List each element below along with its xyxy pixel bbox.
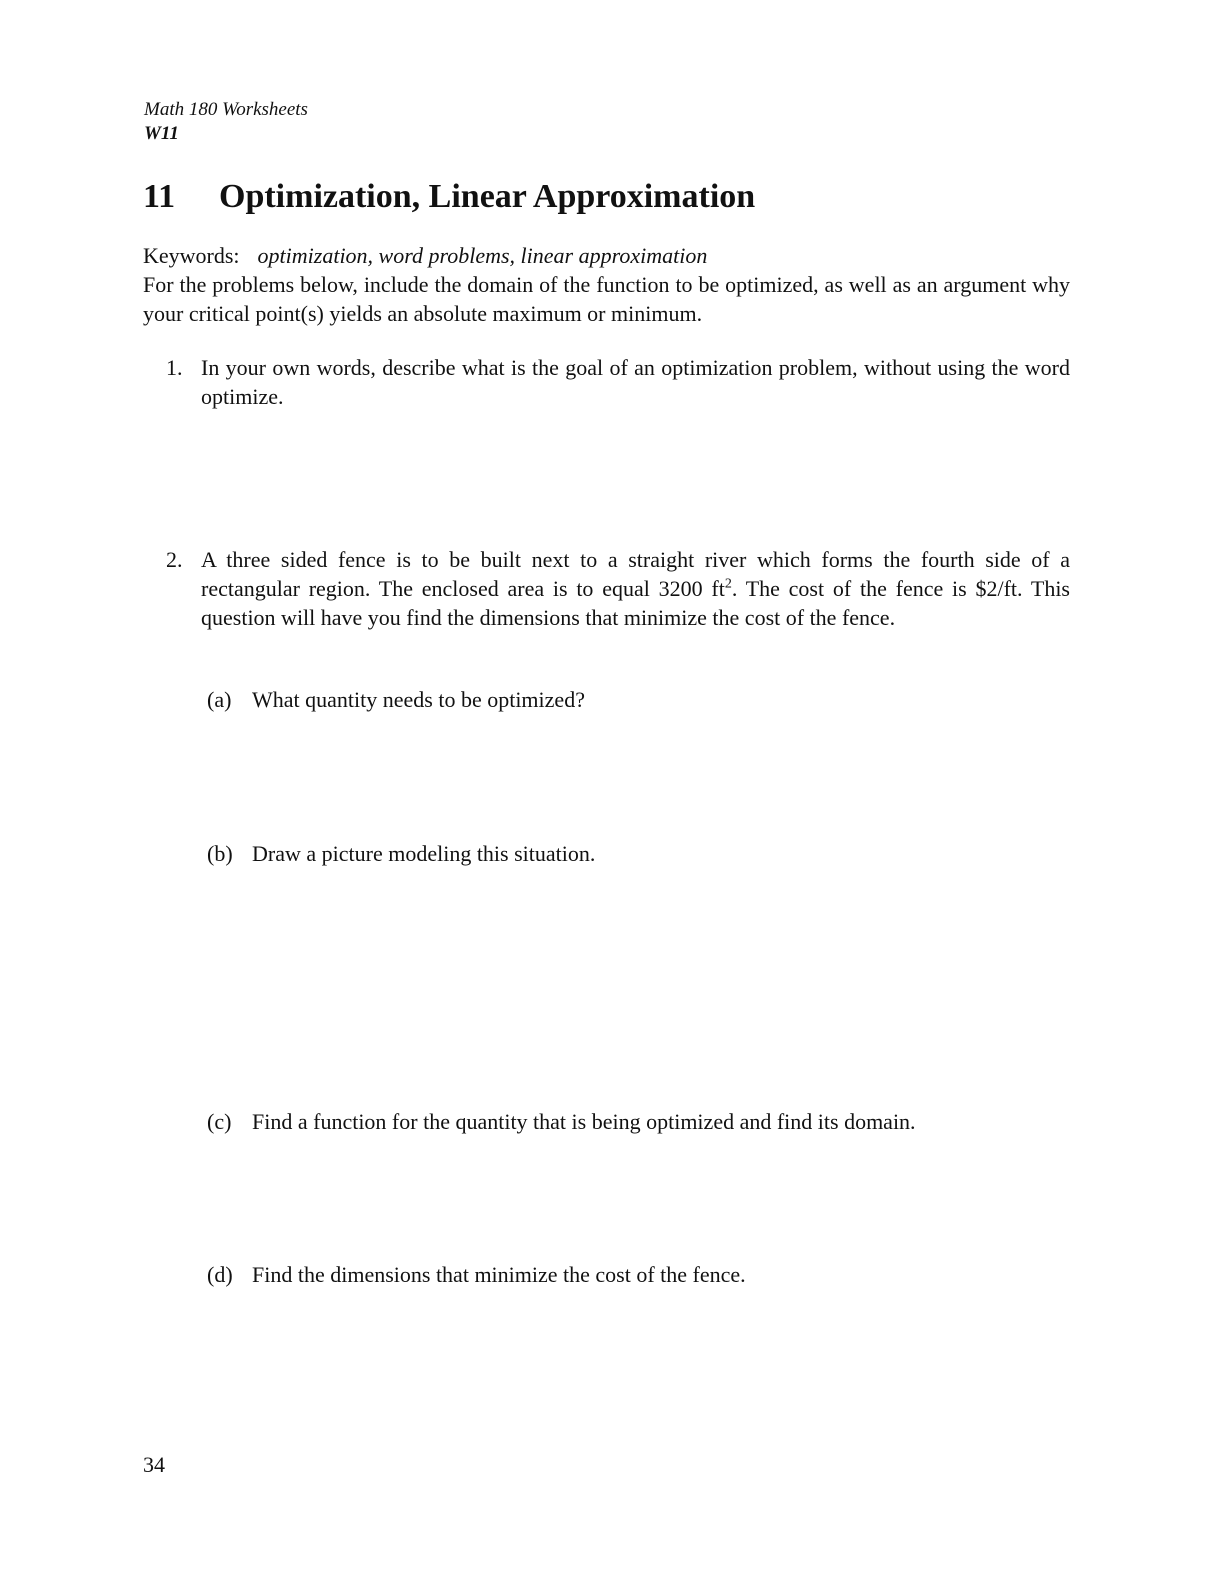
- keywords-label: Keywords:: [143, 243, 240, 268]
- part-a: [207, 685, 1070, 714]
- problem-text-before: A three sided fence is to be built next to a straight river which forms the fourth side of a rectangular region. The enclosed area is to equal 3200 ft: [201, 547, 1070, 601]
- problem-text: [201, 545, 1070, 632]
- keywords-list: optimization, word problems, linear approximation: [257, 243, 708, 268]
- section-title: [143, 178, 755, 216]
- area-exponent: 2: [724, 576, 732, 592]
- part-c: [207, 1107, 1070, 1136]
- part-label: (d): [207, 1262, 233, 1287]
- problem-number: 2.: [166, 547, 183, 572]
- part-text: What quantity needs to be optimized?: [252, 687, 585, 712]
- part-label: (a): [207, 687, 232, 712]
- part-label: (b): [207, 841, 233, 866]
- intro-text: For the problems below, include the domain of the function to be optimized, as well as an argument why your critical point(s) yields an absolute maximum or minimum.: [143, 272, 1070, 326]
- part-text: Find a function for the quantity that is being optimized and find its domain.: [252, 1109, 916, 1134]
- problem-text-after: . The cost of the fence is $2/ft. This question will have you find the dimensions that minimize the cost of the fence.: [201, 576, 1070, 630]
- worksheet-id: W11: [144, 123, 179, 144]
- section-number: 11: [143, 178, 176, 215]
- part-text: Find the dimensions that minimize the cost of the fence.: [252, 1262, 746, 1287]
- part-label: (c): [207, 1109, 232, 1134]
- part-d: [207, 1260, 1070, 1289]
- part-text: Draw a picture modeling this situation.: [252, 841, 596, 866]
- problem-2: [166, 545, 1070, 632]
- section-title-text: Optimization, Linear Approximation: [219, 178, 756, 215]
- problem-1: [166, 353, 1070, 411]
- course-name: Math 180 Worksheets: [144, 99, 308, 120]
- problem-text: In your own words, describe what is the goal of an optimization problem, without using the word optimize.: [201, 355, 1070, 409]
- page-number: 34: [143, 1452, 165, 1477]
- keywords-line: [143, 241, 707, 270]
- part-b: [207, 839, 1070, 868]
- problem-number: 1.: [166, 355, 183, 380]
